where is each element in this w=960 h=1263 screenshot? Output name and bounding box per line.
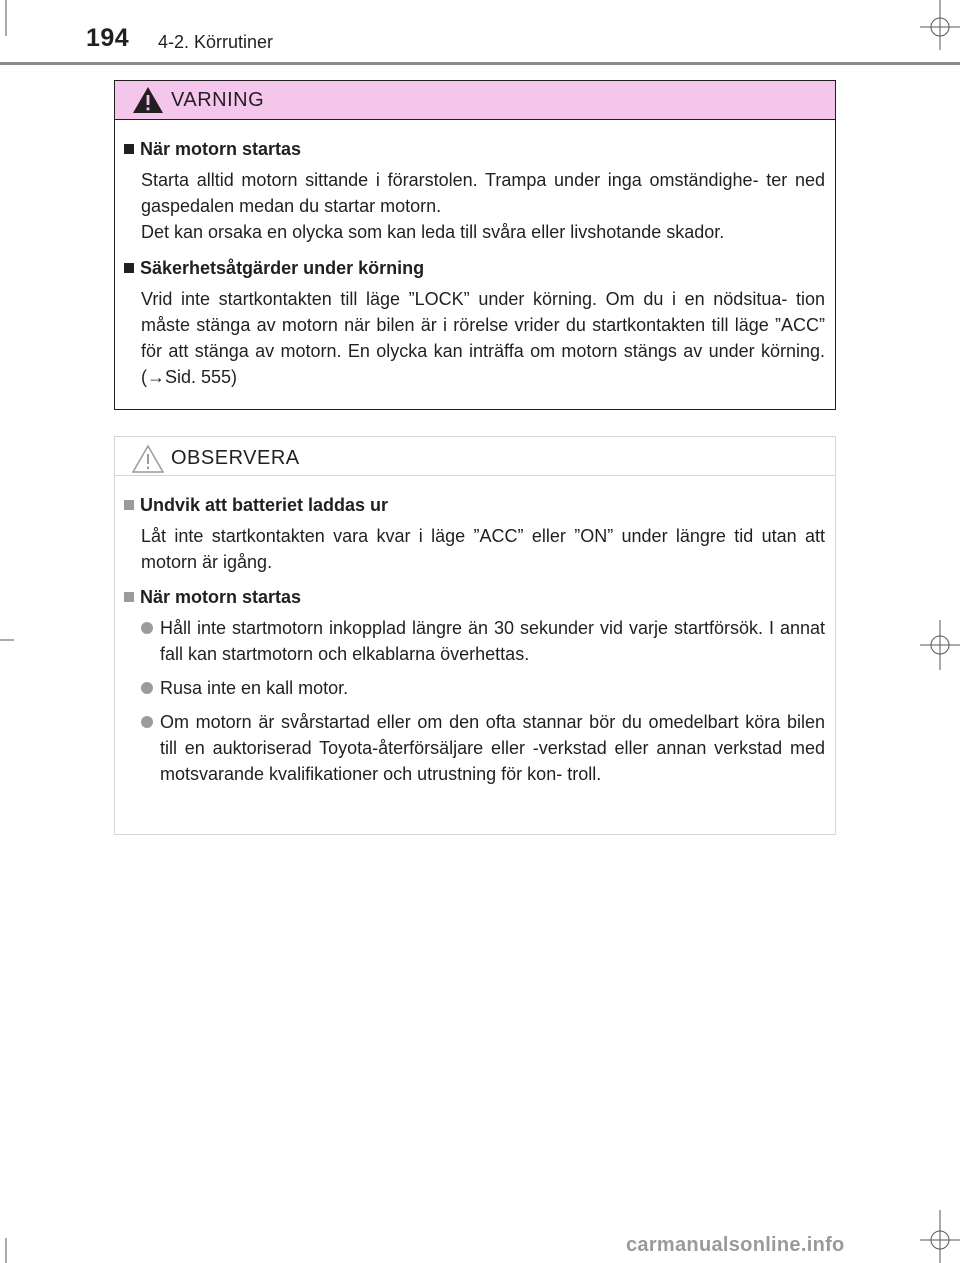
warning-paragraph: Det kan orsaka en olycka som kan leda till svåra eller livshotande skador.	[141, 222, 725, 242]
crop-mark-bottom-left	[0, 1230, 20, 1263]
notice-bullet	[141, 615, 825, 667]
notice-bullet	[141, 709, 825, 787]
warning-header	[115, 81, 835, 120]
warning-item-heading	[124, 136, 825, 162]
crop-mark-middle-left	[0, 620, 20, 660]
warning-item-heading-text: Säkerhetsåtgärder under körning	[140, 258, 425, 278]
warning-item-heading	[124, 255, 825, 281]
notice-bullet-text: Håll inte startmotorn inkopplad längre än 30 sekunder vid varje startförsök. I annat fall kan startmotorn och elkablarna överhettas.	[160, 618, 825, 664]
square-bullet-icon	[124, 592, 134, 602]
round-bullet-icon	[141, 716, 153, 728]
watermark: carmanualsonline.info	[626, 1234, 845, 1256]
notice-paragraph: Låt inte startkontakten vara kvar i läge ”ACC” eller ”ON” under längre tid utan att motorn är igång.	[141, 526, 825, 572]
page-number: 194	[86, 24, 130, 52]
crop-mark-bottom-right	[920, 1210, 960, 1263]
notice-bullet-text: Rusa inte en kall motor.	[160, 678, 349, 698]
notice-bullet	[141, 675, 825, 701]
warning-box	[114, 80, 836, 410]
crop-mark-top-left	[0, 0, 20, 40]
square-bullet-icon	[124, 263, 134, 273]
notice-body	[115, 476, 835, 787]
notice-item-heading-text: Undvik att batteriet laddas ur	[140, 495, 389, 515]
warning-triangle-icon	[131, 85, 165, 115]
warning-item-heading-text: När motorn startas	[140, 139, 302, 159]
square-bullet-icon	[124, 144, 134, 154]
warning-paragraph: Starta alltid motorn sittande i förarstolen. Trampa under inga omständighe- ter ned gaspedalen medan du startar motorn.	[141, 170, 825, 216]
caution-triangle-icon	[131, 444, 165, 474]
section-title: 4-2. Körrutiner	[158, 32, 274, 52]
warning-title: VARNING	[171, 89, 265, 111]
round-bullet-icon	[141, 622, 153, 634]
crop-mark-top-right	[920, 0, 960, 50]
warning-body	[115, 120, 835, 390]
warning-paragraph: Vrid inte startkontakten till läge ”LOCK” under körning. Om du i en nödsitua- tion måste stänga av motorn när bilen är i rörelse vrider du startkontakten till läge ”ACC” för att stänga av motorn. En olycka kan inträffa om motorn stängs av under körning. (→Sid. 555)	[141, 289, 825, 387]
notice-bullet-text: Om motorn är svårstartad eller om den ofta stannar bör du omedelbart köra bilen till en auktoriserad Toyota-återförsäljare eller -verkstad eller annan verkstad med motsvarande kvalifikationer och utrustning för kon- troll.	[160, 712, 825, 784]
square-bullet-icon	[124, 500, 134, 510]
notice-item-heading	[124, 584, 825, 610]
crop-mark-middle-right	[920, 620, 960, 670]
notice-item-heading-text: När motorn startas	[140, 587, 302, 607]
notice-header	[115, 437, 835, 476]
notice-title: OBSERVERA	[171, 447, 300, 469]
round-bullet-icon	[141, 682, 153, 694]
header-rule	[0, 62, 960, 65]
notice-box	[114, 436, 836, 835]
notice-item-heading	[124, 492, 825, 518]
